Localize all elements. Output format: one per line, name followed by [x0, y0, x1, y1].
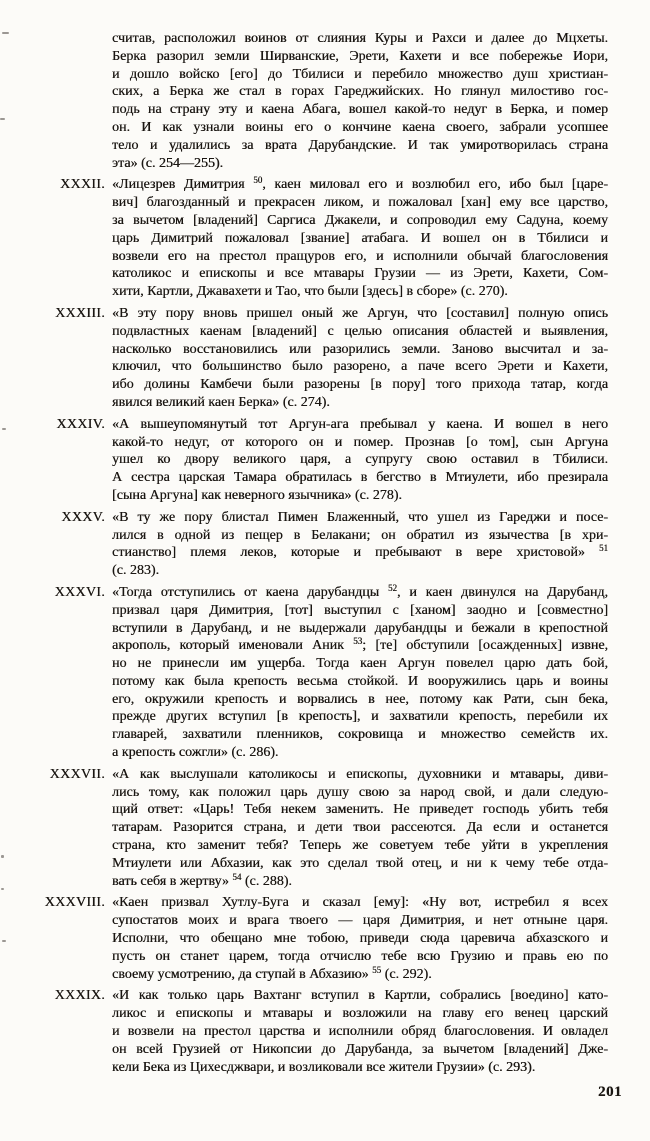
- text-line: «В ту же пору блистал Пимен Блаженный, что ушел из Гареджи и посе-: [112, 509, 608, 525]
- footnote-ref: 54: [232, 871, 242, 882]
- text-line: лись тому, как положил царь душу свою за народ свой, и дали следую-: [112, 784, 608, 800]
- text-line: вать себя в жертву» $^{54}$ (с. 288).: [112, 871, 292, 889]
- text-line: пусть он станет царем, тогда отчислю тебе всю Грузию и правь ею по: [112, 948, 608, 964]
- scan-artifact: [1, 855, 4, 858]
- text-line: прежде других вступил [в крепость], и захватили крепость, перебили их: [112, 709, 608, 725]
- paragraph: [55, 305, 608, 412]
- text-line: А сестра царская Тамара обратилась в бегство в Мтиулети, ибо презирала: [112, 470, 608, 486]
- text-line: «А как выслушали католикосы и епископы, духовники и мтавары, диви-: [112, 766, 608, 782]
- text-line: ликос и епископы и мтавары и возложили на главу его венец царский: [112, 1006, 608, 1022]
- text-line: «Лицезрев Димитрия $^{50}$, каен миловал его и возлюбил его, ибо был [царе-: [112, 175, 608, 193]
- text-line: считав, расположил воинов от слияния Куры и Рахси и далее до Мцхеты.: [112, 31, 608, 46]
- text-line: хити, Картли, Джавахети и Тао, что были [здесь] в сборе» (с. 270).: [112, 284, 508, 300]
- text-line: главарей, захватили пленников, сокровища и множество семейств их.: [112, 727, 608, 743]
- paragraph-numeral: XXXII.: [60, 177, 105, 193]
- page-number: 201: [598, 1084, 622, 1100]
- paragraph-numeral: XXXVII.: [49, 766, 105, 782]
- text-line: своему усмотрению, да ступай в Абхазию» $^{55}$ (с. 292).: [112, 964, 432, 982]
- scan-artifact: [2, 32, 9, 34]
- text-line: татарам. Разорится страна, и дети твои рассеются. Да если и останется: [112, 820, 608, 836]
- text-line: насколько восстановились или разорились земли. Заново высчитал и за-: [112, 341, 608, 357]
- text-line: а крепость сожгли» (с. 286).: [112, 745, 279, 761]
- text-line: эта» (с. 254—255).: [112, 155, 224, 171]
- text-line: «Тогда отступились от каена дарубандцы $^{52}$, и каен двинулся на Дарубанд,: [112, 582, 609, 600]
- text-line: страна, кто заменит тебя? Теперь же советуем тебе уйти в укрепления: [112, 838, 608, 854]
- text-line: лился в одной из пещер в Белакани; он обратил из язычества [в хри-: [112, 527, 608, 543]
- text-line: за вычетом [владений] Саргиса Джакели, и сопроводил ему Садуна, коему: [112, 212, 608, 228]
- text-line: ибо долины Камбечи были разорены [в пору] того прихода татар, когда: [112, 377, 608, 393]
- text-line: «И как только царь Вахтанг вступил в Картли, собрались [воедино] като-: [112, 988, 608, 1004]
- text-line: щий ответ: «Царь! Тебя некем заменить. Не приведет господь убить тебя: [112, 802, 608, 818]
- text-line: тело и удалились за врата Дарубандские. И так умиротворилась страна: [112, 137, 608, 153]
- text-line: Берка разорил земли Ширванские, Эрети, Кахети и все побережье Иори,: [112, 48, 608, 64]
- text-line: (с. 283).: [112, 563, 160, 579]
- footnote-ref: 50: [253, 175, 263, 186]
- paragraph: [56, 416, 608, 505]
- text-line: но не принесли им ущерба. Тогда каен Аргун повелел царю дать бой,: [112, 656, 608, 672]
- text-line: и возвели на престол царства и исполнили обряд благословения. И овладел: [112, 1024, 608, 1040]
- paragraph: [54, 582, 609, 762]
- scan-artifact: [1, 888, 4, 890]
- paragraph-numeral: XXXV.: [61, 509, 105, 525]
- footnote-ref: 52: [387, 582, 397, 593]
- text-line: католикос и епископы и все мтавары Грузии — из Эрети, Кахети, Сом-: [112, 266, 608, 282]
- text-line: какой-то недуг, от которого он и помер. Прознав [о том], сын Аргуна: [112, 434, 608, 450]
- paragraph: [60, 175, 608, 301]
- text-line: возвели его на престол пращуров его, и исполнили обычай благословения: [112, 248, 608, 264]
- text-line: «В эту пору вновь пришел оный же Аргун, что [составил] полную опись: [112, 305, 608, 321]
- text-line: призвал царя Димитрия, [тот] выступил с [ханом] заодно и [совместно]: [112, 602, 608, 618]
- scan-artifact: [2, 940, 6, 942]
- footnote-ref: 55: [372, 964, 382, 975]
- paragraph-numeral: XXXIII.: [55, 305, 105, 321]
- text-line: ских, а Берка же стал в горах Гареджийских. Но глянул милостиво гос-: [112, 84, 608, 100]
- text-line: он. И как узнали воины его о кончине каена своего, забрали усопшее: [112, 119, 608, 135]
- text-line: царь Димитрий пожаловал [звание] атабага. И вошел он в Тбилиси и: [112, 230, 608, 246]
- text-line: «А вышеупомянутый тот Аргун-ага пребывал у каена. И вошел в него: [112, 416, 608, 432]
- text-line: кели Бека из Цихесджвари, и возликовали все жители Грузии» (с. 293).: [112, 1059, 536, 1075]
- text-line: вступили в Дарубанд, и не выдержали дарубандцы и бежали в крепостной: [112, 620, 608, 636]
- paragraph: [112, 30, 608, 172]
- text-line: ушел ко двору великого царя, а супругу свою оставил в Тбилиси.: [112, 452, 608, 468]
- paragraph: [44, 894, 608, 983]
- paragraph: [49, 766, 608, 891]
- text-line: «Каен призвал Хутлу-Буга и сказал [ему]: «Ну вот, истребил я всех: [112, 895, 608, 911]
- text-line: [сына Аргуна] как неверного язычника» (с. 278).: [112, 487, 402, 503]
- text-line: подвластных каенам [владений] с целью описания областей и выявления,: [112, 323, 608, 339]
- text-line: он всей Грузией от Никопсии до Дарубанда, за вычетом [владений] Дже-: [112, 1041, 608, 1057]
- text-line: супостатов моих и врага твоего — царя Димитрия, и нет отныне царя.: [112, 913, 608, 929]
- text-line: акрополь, который именовали Аник $^{53}$; [те] обступили [осажденных] извне,: [112, 636, 608, 654]
- paragraph-numeral: XXXVI.: [54, 584, 105, 600]
- footnote-ref: 53: [353, 636, 363, 647]
- text-line: вич] благозданный и прекрасен ликом, и пожаловал [хан] ему все царство,: [112, 195, 608, 211]
- text-line: потому как была крепость весьма стойкой. И вооружились царь и воины: [112, 673, 608, 689]
- scan-artifact: [0, 118, 5, 120]
- paragraph-numeral: XXXIV.: [56, 416, 105, 432]
- text-line: стианство] племя леков, которые и пребывают в вере христовой» $^{51}$: [112, 543, 608, 561]
- text-line: ключил, что большинство было разорено, а паче всего Эрети и Кахети,: [112, 359, 608, 375]
- text-line: подь на страну эту и каена Абага, вошел какой-то недуг в Берка, и помер: [112, 102, 608, 118]
- text-line: его, окружили крепость и ворвались в нее, потому как Рати, сын бека,: [112, 691, 608, 707]
- text-line: явился великий каен Берка» (с. 274).: [112, 394, 330, 410]
- scan-artifact: [2, 428, 6, 430]
- paragraph: [54, 987, 608, 1076]
- paragraph-numeral: XXXIX.: [54, 988, 105, 1004]
- footnote-ref: 51: [599, 543, 608, 554]
- paragraph: [61, 509, 608, 580]
- text-line: Мтиулети или Абхазии, как это сделал твой отец, и ни к чему тебе отда-: [112, 855, 608, 871]
- paragraphs: [44, 30, 609, 1080]
- paragraph-numeral: XXXVIII.: [44, 895, 105, 911]
- text-line: и дошло войско [его] до Тбилиси и перебило множество душ христиан-: [112, 66, 608, 82]
- text-line: Исполни, что обещано мне тобою, приведи сюда царевича абхазского и: [112, 931, 608, 947]
